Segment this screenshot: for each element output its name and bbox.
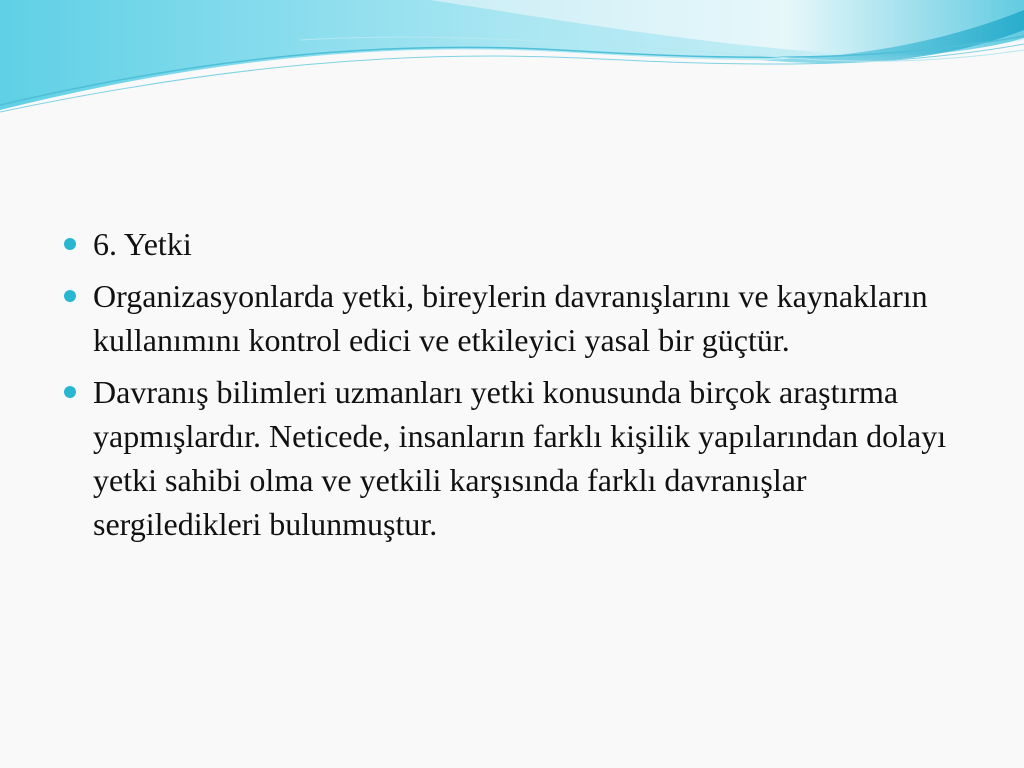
- bullet-item: [62, 222, 962, 266]
- bullet-dot-icon: [64, 386, 76, 398]
- wave-header-decoration: [0, 0, 1024, 130]
- slide-content: [62, 222, 962, 554]
- bullet-text: Organizasyonlarda yetki, bireylerin davranışlarını ve kaynakların kullanımını kontrol edici ve etkileyici yasal bir güçtür.: [93, 278, 928, 358]
- bullet-text: 6. Yetki: [93, 226, 192, 262]
- bullet-list: [62, 222, 962, 546]
- bullet-item: [62, 370, 962, 546]
- bullet-dot-icon: [64, 290, 76, 302]
- bullet-dot-icon: [64, 238, 76, 250]
- bullet-text: Davranış bilimleri uzmanları yetki konusunda birçok araştırma yapmışlardır. Neticede, insanların farklı kişilik yapılarından dolayı yetki sahibi olma ve yetkili karşısında farklı davranışlar sergiledikleri bulunmuştur.: [93, 374, 947, 542]
- bullet-item: [62, 274, 962, 362]
